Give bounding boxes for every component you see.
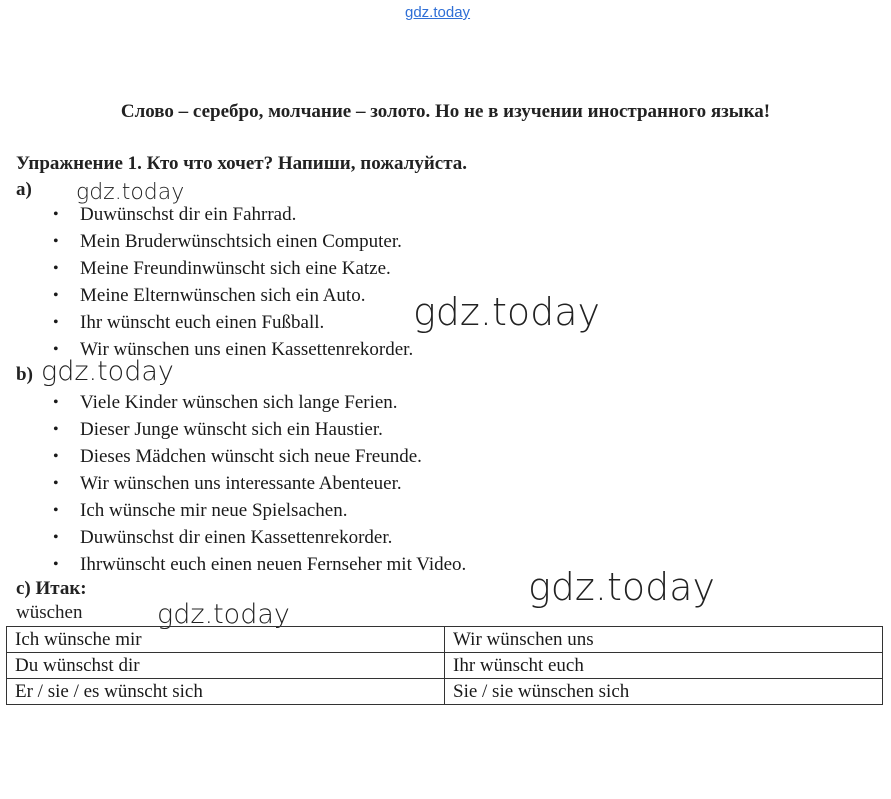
bullet-icon: • xyxy=(53,260,59,277)
table-cell: Sie / sie wünschen sich xyxy=(445,679,883,705)
list-item: • Wir wünschen uns einen Kassettenrekorder. xyxy=(48,336,413,363)
list-item: • Ihrwünscht euch einen neuen Fernseher mit Video. xyxy=(48,551,466,578)
bullet-icon: • xyxy=(53,448,59,465)
list-item: • Meine Elternwünschen sich ein Auto. xyxy=(48,282,413,309)
watermark: gdz.today xyxy=(41,356,174,387)
list-item: • Viele Kinder wünschen sich lange Ferien. xyxy=(48,389,466,416)
bullet-icon: • xyxy=(53,314,59,331)
watermark: gdz.today xyxy=(157,599,290,630)
bullet-icon: • xyxy=(53,421,59,438)
list-item: • Dieses Mädchen wünscht sich neue Freunde. xyxy=(48,443,466,470)
list-item: • Dieser Junge wünscht sich ein Haustier. xyxy=(48,416,466,443)
table-cell: Wir wünschen uns xyxy=(445,627,883,653)
watermark: gdz.today xyxy=(413,290,600,334)
bullet-icon: • xyxy=(53,341,59,358)
section-a-list xyxy=(48,201,413,363)
section-c-label: c) Итак: xyxy=(16,578,87,599)
bullet-icon: • xyxy=(53,233,59,250)
bullet-icon: • xyxy=(53,556,59,573)
table-row xyxy=(7,653,883,679)
bullet-icon: • xyxy=(53,287,59,304)
bullet-icon: • xyxy=(53,206,59,223)
watermark: gdz.today xyxy=(528,565,715,609)
list-item: • Duwünschst dir ein Fahrrad. xyxy=(48,201,413,228)
page-title: Слово – серебро, молчание – золото. Но не в изучении иностранного языка! xyxy=(120,101,771,122)
bullet-icon: • xyxy=(53,394,59,411)
table-row xyxy=(7,627,883,653)
table-cell: Du wünschst dir xyxy=(7,653,445,679)
table-row xyxy=(7,679,883,705)
conjugation-table xyxy=(6,626,883,705)
list-item: • Wir wünschen uns interessante Abenteuer. xyxy=(48,470,466,497)
bullet-icon: • xyxy=(53,475,59,492)
table-cell: Ihr wünscht euch xyxy=(445,653,883,679)
section-b-list xyxy=(48,389,466,578)
watermark-top-link[interactable]: gdz.today xyxy=(405,4,471,21)
watermark: gdz.today xyxy=(76,180,185,205)
bullet-icon: • xyxy=(53,529,59,546)
table-cell: Ich wünsche mir xyxy=(7,627,445,653)
exercise-heading: Упражнение 1. Кто что хочет? Напиши, пожалуйста. xyxy=(16,153,468,174)
bullet-icon: • xyxy=(53,502,59,519)
list-item: • Ihr wünscht euch einen Fußball. xyxy=(48,309,413,336)
list-item: • Meine Freundinwünscht sich eine Katze. xyxy=(48,255,413,282)
section-b-label: b) xyxy=(16,364,33,385)
table-cell: Er / sie / es wünscht sich xyxy=(7,679,445,705)
section-a-label: a) xyxy=(16,179,32,200)
list-item: • Duwünschst dir einen Kassettenrekorder. xyxy=(48,524,466,551)
list-item: • Ich wünsche mir neue Spielsachen. xyxy=(48,497,466,524)
verb-label: wüschen xyxy=(16,602,83,623)
list-item: • Mein Bruderwünschtsich einen Computer. xyxy=(48,228,413,255)
